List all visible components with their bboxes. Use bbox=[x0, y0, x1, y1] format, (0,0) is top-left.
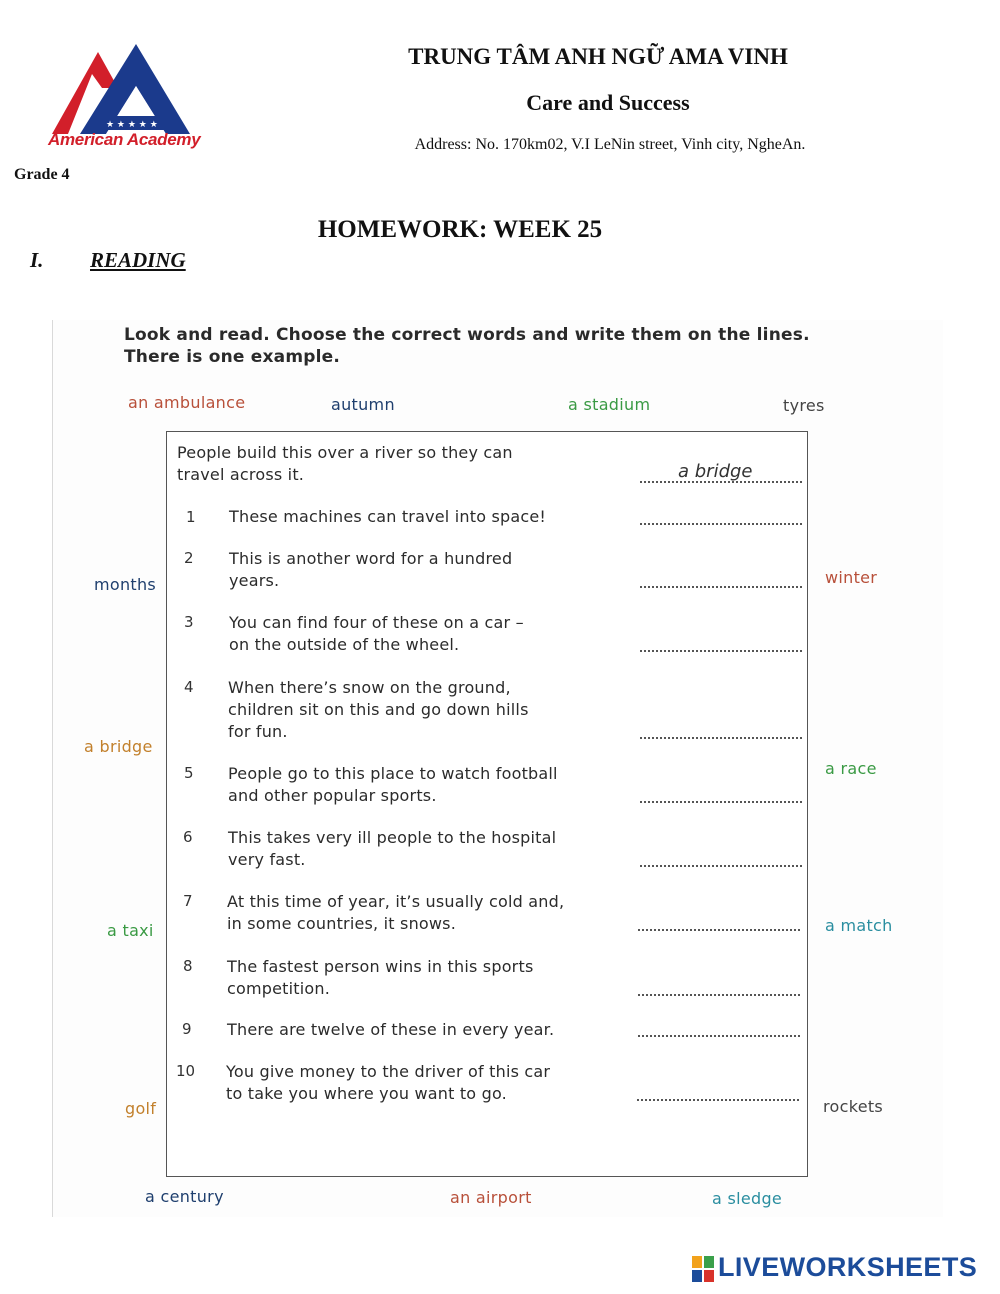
word-left-3: a taxi bbox=[107, 921, 154, 940]
question-text: These machines can travel into space! bbox=[229, 507, 547, 526]
question-number: 9 bbox=[182, 1020, 192, 1038]
question-number: 1 bbox=[186, 508, 196, 526]
word-left-2: a bridge bbox=[84, 737, 153, 756]
question-text: and other popular sports. bbox=[228, 786, 437, 805]
word-left-1: months bbox=[94, 575, 157, 594]
question-number: 2 bbox=[184, 549, 194, 567]
question-text: very fast. bbox=[228, 850, 306, 869]
section-name: READING bbox=[90, 248, 186, 272]
logo-text: American Academy bbox=[48, 130, 201, 149]
answer-line-10[interactable] bbox=[637, 1097, 799, 1101]
answer-line-7[interactable] bbox=[638, 927, 800, 931]
word-right-4: rockets bbox=[823, 1097, 884, 1116]
word-left-4: golf bbox=[125, 1099, 157, 1118]
question-text: in some countries, it snows. bbox=[227, 914, 457, 933]
word-right-1: winter bbox=[825, 568, 878, 587]
word-right-3: a match bbox=[825, 916, 893, 935]
word-bottom-1: a century bbox=[145, 1187, 224, 1206]
word-right-2: a race bbox=[825, 759, 877, 778]
question-text: You give money to the driver of this car bbox=[226, 1062, 551, 1081]
example-answer-line bbox=[640, 479, 802, 483]
word-bottom-3: a sledge bbox=[712, 1189, 783, 1208]
section-number: I. bbox=[30, 248, 44, 272]
answer-line-5[interactable] bbox=[640, 799, 802, 803]
word-top-1: an ambulance bbox=[128, 393, 246, 412]
svg-text:★ ★ ★ ★ ★: ★ ★ ★ ★ ★ bbox=[106, 120, 158, 130]
question-text: This is another word for a hundred bbox=[229, 549, 513, 568]
word-bottom-2: an airport bbox=[450, 1188, 532, 1207]
question-text: children sit on this and go down hills bbox=[228, 700, 529, 719]
address: Address: No. 170km02, V.I LeNin street, Vinh city, NgheAn. bbox=[414, 136, 806, 153]
slogan: Care and Success bbox=[526, 90, 690, 115]
answer-line-1[interactable] bbox=[640, 521, 802, 525]
page-title: HOMEWORK: WEEK 25 bbox=[317, 216, 603, 243]
question-text: to take you where you want to go. bbox=[226, 1084, 507, 1103]
answer-line-2[interactable] bbox=[640, 584, 802, 588]
question-number: 3 bbox=[184, 613, 194, 631]
grade-label: Grade 4 bbox=[14, 166, 70, 183]
question-number: 8 bbox=[183, 957, 193, 975]
question-text: At this time of year, it’s usually cold and, bbox=[227, 892, 565, 911]
question-text: The fastest person wins in this sports bbox=[227, 957, 534, 976]
liveworksheets-logo-icon bbox=[692, 1252, 716, 1286]
question-text: When there’s snow on the ground, bbox=[228, 678, 511, 697]
question-text: on the outside of the wheel. bbox=[229, 635, 460, 654]
question-text: There are twelve of these in every year. bbox=[227, 1020, 555, 1039]
question-text: competition. bbox=[227, 979, 331, 998]
example-answer: a bridge bbox=[678, 461, 753, 482]
example-line-2: travel across it. bbox=[177, 465, 305, 484]
answer-line-6[interactable] bbox=[640, 863, 802, 867]
answer-line-8[interactable] bbox=[638, 992, 800, 996]
watermark-text: LIVEWORKSHEETS bbox=[718, 1252, 978, 1282]
question-text: for fun. bbox=[228, 722, 288, 741]
answer-line-4[interactable] bbox=[640, 735, 802, 739]
answer-line-9[interactable] bbox=[638, 1033, 800, 1037]
word-top-4: tyres bbox=[783, 396, 825, 415]
instructions: Look and read. Choose the correct words and write them on the lines. There is one example. bbox=[124, 325, 810, 367]
center-name: TRUNG TÂM ANH NGỮ AMA VINH bbox=[408, 44, 788, 69]
question-text: People go to this place to watch football bbox=[228, 764, 558, 783]
question-number: 7 bbox=[183, 892, 193, 910]
question-number: 4 bbox=[184, 678, 194, 696]
question-number: 5 bbox=[184, 764, 194, 782]
question-text: You can find four of these on a car – bbox=[229, 613, 524, 632]
question-text: This takes very ill people to the hospital bbox=[228, 828, 557, 847]
word-top-2: autumn bbox=[331, 395, 395, 414]
answer-line-3[interactable] bbox=[640, 648, 802, 652]
question-number: 6 bbox=[183, 828, 193, 846]
example-line-1: People build this over a river so they can bbox=[177, 443, 513, 462]
word-top-3: a stadium bbox=[568, 395, 651, 414]
question-text: years. bbox=[229, 571, 280, 590]
question-number: 10 bbox=[176, 1062, 196, 1080]
